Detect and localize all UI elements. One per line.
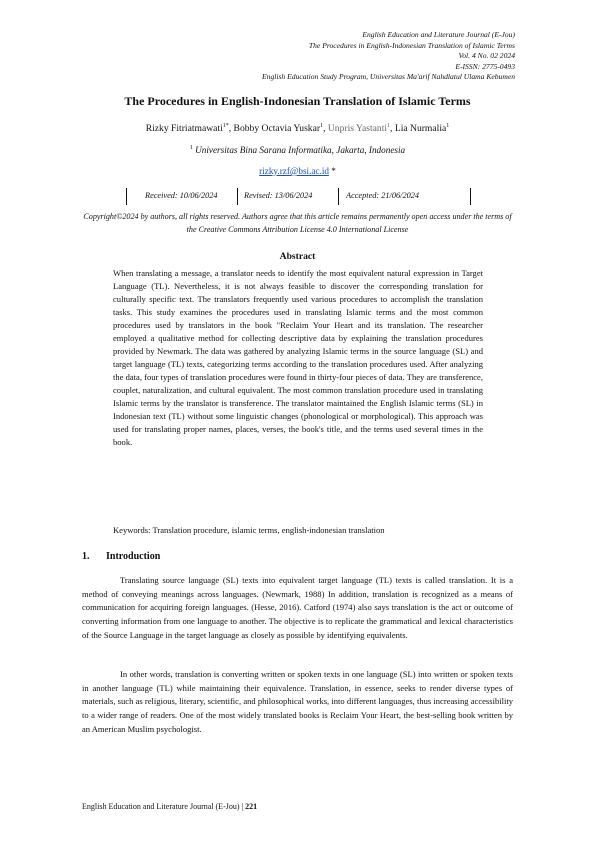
author-list <box>0 123 595 134</box>
section-title: Introduction <box>106 551 161 562</box>
date-divider <box>126 188 127 205</box>
paper-title: The Procedures in English-Indonesian Translation of Islamic Terms <box>124 94 471 108</box>
author-name: Lia Nurmalia <box>394 123 447 135</box>
date-divider <box>237 188 238 205</box>
author-affiliation-mark: 1 <box>387 123 391 129</box>
date-divider <box>338 188 339 205</box>
page-footer <box>82 802 257 811</box>
section-number: 1. <box>82 551 90 562</box>
abstract-heading: Abstract <box>279 251 316 262</box>
affiliation-text: Universitas Bina Sarana Informatika, Jakarta, Indonesia <box>195 145 406 156</box>
date-divider <box>470 188 471 205</box>
affiliation <box>0 145 595 155</box>
page-number: 221 <box>245 802 258 811</box>
author-affiliation-mark: 1 <box>446 123 450 129</box>
author-affiliation-mark: 1* <box>222 123 229 129</box>
author-separator: , <box>323 123 328 135</box>
body-paragraph <box>82 574 513 643</box>
copyright-notice: Copyright©2024 by authors, all rights reserved. Authors agree that this article remains permanently open access under the terms of the Creative Commons Attribution License 4.0 International License <box>83 212 512 234</box>
paragraph-text: Translating source language (SL) texts into equivalent target language (TL) texts is called translation. It is a method of conveying meanings across languages. (Newmark, 1988) In addition, translation is recognized as a means of communication for acquiring foreign languages. (Hesse, 2016). Catford (1974) also says translation is the act or outcome of converting information from one language to another. The objective is to replicate the grammatical and lexical characteristics of the Source Language in the target language as closely as possible by identifying equivalents. <box>82 575 513 640</box>
author-affiliation-mark: 1 <box>320 123 324 129</box>
author-name: Bobby Octavia Yuskar <box>233 123 321 135</box>
header-volume: Vol. 4 No. 02 2024 <box>458 51 515 61</box>
header-program: English Education Study Program, Universitas Ma'arif Nahdlatul Ulama Kebumen <box>262 72 515 82</box>
keywords: Keywords: Translation procedure, islamic terms, english-indonesian translation <box>113 525 385 535</box>
abstract-text: When translating a message, a translator needs to identify the most equivalent natural expression in Target Language (TL). Nevertheless, it is not always feasible to discover the corresponding translation for culturally specific text. The translators frequently used various procedures to accomplish the translation tasks. This study examines the procedures used in translating Islamic terms and the most common procedures used by translators in the book "Reclaim Your Heart and its translation. The researcher employed a qualitative method for collecting descriptive data by explaining the translation procedures provided by Newmark. The data was gathered by analyzing Islamic terms in the source language (SL) and target language (TL) texts, categorizing terms according to the translation procedures used. After analyzing the data, four types of translation procedures were found in thirty-four pieces of data. They are transference, couplet, naturalization, and cultural equivalent. The most common translation procedure used in translating Islamic terms by the translator is transference. The translator maintained the English Islamic terms (SL) in Indonesian text (TL) without some linguistic changes (phonological or morphological). This approach was used for translating proper names, places, verses, the book's title, and the terms used several times in the book. <box>113 268 483 447</box>
author-separator: , <box>390 123 395 135</box>
header-journal: English Education and Literature Journal (E-Jou) <box>362 30 515 39</box>
header-eissn: E-ISSN: 2775-0493 <box>455 61 515 71</box>
abstract <box>113 267 483 449</box>
affiliation-mark: 1 <box>189 145 193 151</box>
received-date: Received: 10/06/2024 <box>145 191 218 200</box>
section-heading <box>82 551 160 562</box>
author-name: Rizky Fitriatmawati <box>145 123 223 135</box>
footer-journal: English Education and Literature Journal (E-Jou) <box>82 802 240 811</box>
email-link[interactable]: rizky.rzf@bsi.ac.id <box>259 166 329 176</box>
paragraph-text: In other words, translation is converting written or spoken texts in one language (SL) into written or spoken texts in another language (TL) while maintaining their equivalence. Translation, in essence, seeks to render diverse types of materials, such as religious, literary, scientific, and philosophical works, into different languages, thus increasing accessibility to a wider range of readers. One of the most widely translated books is Reclaim Your Heart, the best-selling book written by an American Muslim psychologist. <box>82 669 513 734</box>
corresponding-mark: * <box>331 166 336 176</box>
running-header <box>262 30 515 83</box>
header-article-title: The Procedures in English-Indonesian Translation of Islamic Terms <box>308 40 515 50</box>
accepted-date: Accepted: 21/06/2024 <box>346 191 420 200</box>
body-paragraph <box>82 668 513 737</box>
footer-separator: | <box>239 802 246 811</box>
article-dates <box>126 190 473 204</box>
corresponding-email <box>0 166 595 176</box>
author-separator: , <box>228 123 234 135</box>
revised-date: Revised: 13/06/2024 <box>244 191 313 200</box>
author-name: Unpris Yastanti <box>327 123 388 135</box>
